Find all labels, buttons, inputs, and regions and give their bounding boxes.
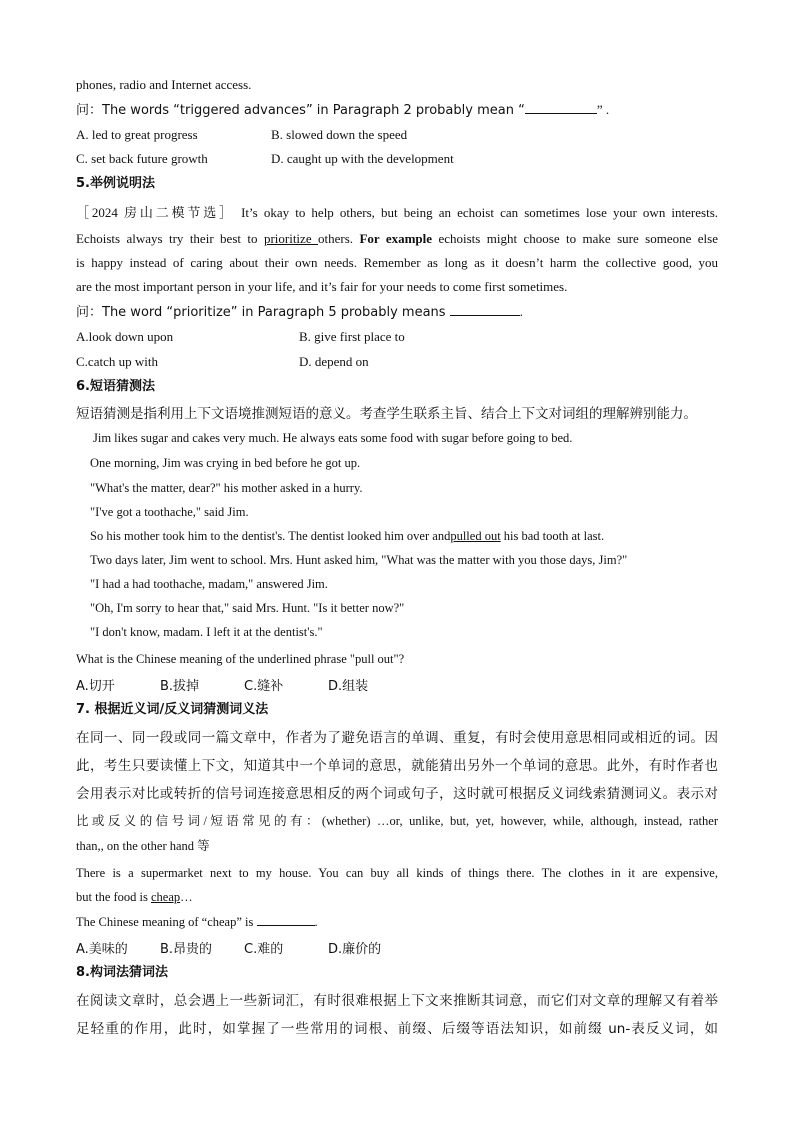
paragraph-line: is happy instead of caring about their own needs. Remember as long as it doesn’t harm the collective good, you [76,255,718,270]
paragraph-line: than,, on the other hand 等 [76,839,210,853]
text-run: his bad tooth at last. [500,529,605,543]
question-line [76,303,718,322]
option-a: A.look down upon [76,329,174,344]
example-line [76,888,718,906]
text-run: Echoists always try their best to [76,231,264,246]
paragraph-line: 会用表示对比或转折的信号词连接意思相反的两个词或句子，这时就可根据反义词线索猜测词义。表示对 [76,786,718,802]
story-line: "I've got a toothache," said Jim. [90,505,249,519]
story-line: "I had a had toothache, madam," answered Jim. [90,577,328,591]
section-heading: 8.构词法猜词法 [76,965,168,980]
text-run: echoists might choose to make sure someone else [432,231,718,246]
option-a: A. led to great progress [76,127,198,142]
paragraph-line: 在阅读文章时，总会遇上一些新词汇，有时很难根据上下文来推断其词意，而它们对文章的理解又有着举 [76,993,718,1009]
story-line: "What's the matter, dear?" his mother asked in a hurry. [90,481,363,495]
paragraph-line: 在同一、同一段或同一篇文章中，作者为了避免语言的单调、重复，有时会使用意思相同或相近的词。因 [76,730,718,746]
story-line [90,529,604,544]
option-c: C.catch up with [76,354,158,369]
answer-blank [257,913,315,926]
story-line: Two days later, Jim went to school. Mrs. Hunt asked him, "What was the matter with you those days, Jim?" [90,553,628,567]
option-b: B. give first place to [299,329,405,344]
option-a: A.切开 [76,679,115,694]
section-heading: 7. 根据近义词/反义词猜测词义法 [76,702,269,717]
example-line: There is a supermarket next to my house. You can buy all kinds of things there. The clothes in it are expensive, [76,866,718,880]
option-c: C. set back future growth [76,151,208,166]
section-heading: 5.举例说明法 [76,176,155,191]
text-run: … [180,890,193,904]
question-text: 问：The words “triggered advances” in Paragraph 2 probably mean “ [76,103,525,118]
story-line: One morning, Jim was crying in bed before he got up. [90,456,361,470]
question-line [76,913,718,931]
text-run: So his mother took him to the dentist's. The dentist looked him over and [90,529,451,543]
paragraph-line [76,230,718,248]
bold-phrase: For example [359,231,433,246]
question-text: 问：The word “prioritize” in Paragraph 5 probably means [76,305,450,320]
section-heading: 6.短语猜测法 [76,379,155,394]
option-b: B. slowed down the speed [271,127,408,142]
text-run: but the food is [76,890,151,904]
paragraph-line: ［2024 房山二模节选］ It’s okay to help others, but being an echoist can sometimes lose your own interests. [76,205,718,220]
paragraph-line: 比或反义的信号词/短语常见的有：(whether) …or, unlike, but, yet, however, while, although, instead, rather [76,814,718,828]
question-line: What is the Chinese meaning of the underlined phrase "pull out"? [76,652,405,666]
text-run: others. [318,231,360,246]
question-end: . [519,304,523,319]
option-d: D.组装 [328,679,369,694]
answer-blank [525,101,597,114]
question-end: ” . [596,102,610,117]
text-line: phones, radio and Internet access. [76,77,252,92]
option-c: C.缝补 [244,679,284,694]
underlined-word: cheap [151,890,181,904]
story-line: "Oh, I'm sorry to hear that," said Mrs. Hunt. "Is it better now?" [90,601,405,615]
paragraph-line: 此，考生只要读懂上下文，知道其中一个单词的意思，就能猜出另外一个单词的意思。此外，有时作者也 [76,758,718,774]
section-intro: 短语猜测是指利用上下文语境推测短语的意义。考查学生联系主旨、结合上下文对词组的理解辨别能力。 [76,406,697,422]
option-d: D.廉价的 [328,942,382,957]
option-d: D. depend on [299,354,369,369]
paragraph-line: are the most important person in your life, and it’s fair for your needs to come first sometimes. [76,279,568,294]
option-a: A.美味的 [76,942,128,957]
option-d: D. caught up with the development [271,151,454,166]
underlined-word: prioritize [263,231,318,246]
story-line: "I don't know, madam. I left it at the dentist's." [90,625,323,639]
question-end: . [314,915,318,929]
option-b: B.昂贵的 [160,942,213,957]
answer-blank [450,303,520,316]
story-line: Jim likes sugar and cakes very much. He always eats some food with sugar before going to bed. [93,431,573,445]
underlined-phrase: pulled out [450,529,501,543]
question-text: The Chinese meaning of “cheap” is [76,915,257,929]
option-b: B.拔掉 [160,679,200,694]
question-line [76,101,718,120]
option-c: C.难的 [244,942,284,957]
paragraph-line: 足轻重的作用，此时，如掌握了一些常用的词根、前缀、后缀等语法知识，如前缀 un-表反义词，如 [76,1021,718,1037]
